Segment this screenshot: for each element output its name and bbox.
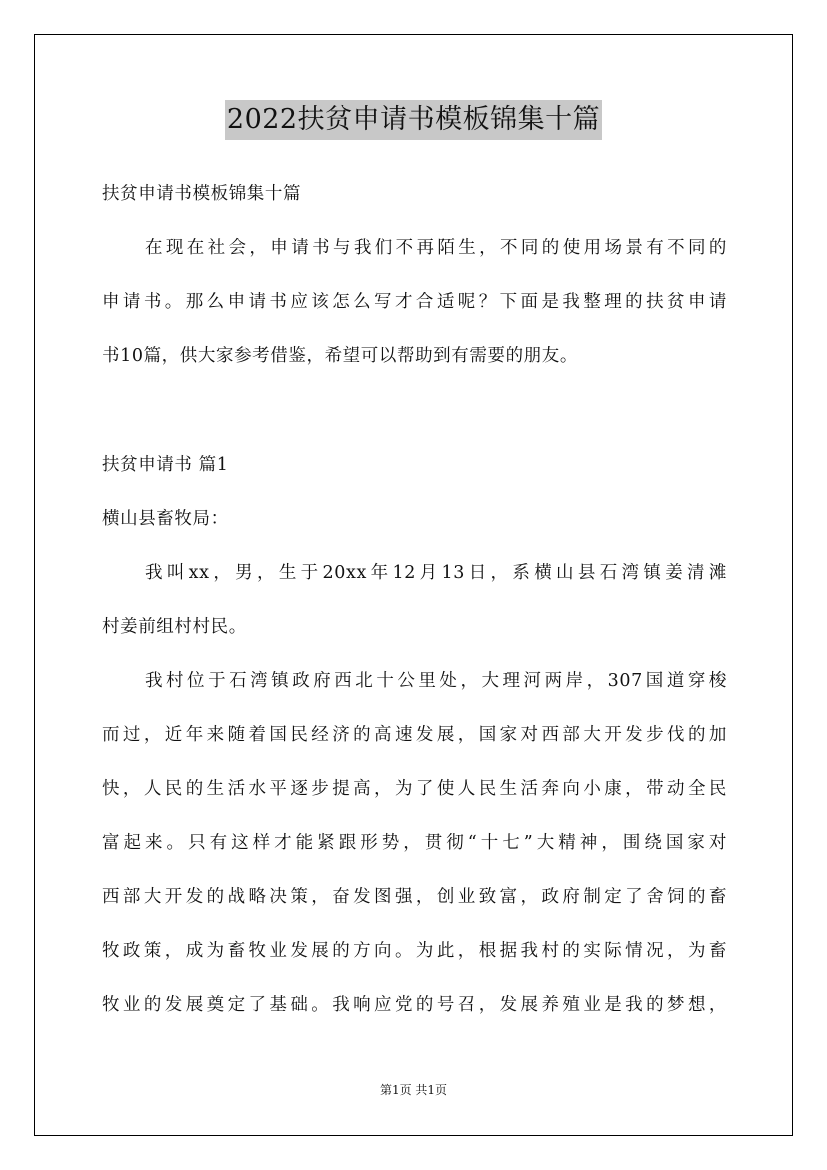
salutation: 横山县畜牧局：	[102, 509, 229, 529]
para2-line-6: 牧政策，成为畜牧业发展的方向。为此，根据我村的实际情况，为畜	[102, 941, 727, 961]
intro-line-1: 在现在社会，申请书与我们不再陌生，不同的使用场景有不同的	[145, 238, 727, 258]
document-title: 2022扶贫申请书模板锦集十篇	[225, 100, 602, 140]
intro-line-2: 申请书。那么申请书应该怎么写才合适呢？下面是我整理的扶贫申请	[102, 292, 727, 312]
intro-line-3: 书10篇，供大家参考借鉴，希望可以帮助到有需要的朋友。	[102, 346, 578, 366]
para2-line-3: 快，人民的生活水平逐步提高，为了使人民生活奔向小康，带动全民	[102, 779, 727, 799]
section-heading: 扶贫申请书 篇1	[102, 455, 229, 475]
para2-line-1: 我村位于石湾镇政府西北十公里处，大理河两岸，307国道穿梭	[145, 671, 727, 691]
para2-line-5: 西部大开发的战略决策，奋发图强，创业致富，政府制定了舍饲的畜	[102, 887, 727, 907]
para1-line-2: 村姜前组村村民。	[102, 617, 247, 637]
para2-line-4: 富起来。只有这样才能紧跟形势，贯彻“十七”大精神，围绕国家对	[102, 833, 727, 853]
para2-line-2: 而过，近年来随着国民经济的高速发展，国家对西部大开发步伐的加	[102, 725, 727, 745]
para1-line-1: 我叫xx，男，生于20xx年12月13日，系横山县石湾镇姜清滩	[145, 563, 727, 583]
document-subtitle: 扶贫申请书模板锦集十篇	[102, 184, 302, 204]
title-container	[0, 100, 827, 140]
page-footer: 第1页 共1页	[379, 1083, 448, 1097]
para2-line-7: 牧业的发展奠定了基础。我响应党的号召，发展养殖业是我的梦想，	[102, 995, 727, 1015]
